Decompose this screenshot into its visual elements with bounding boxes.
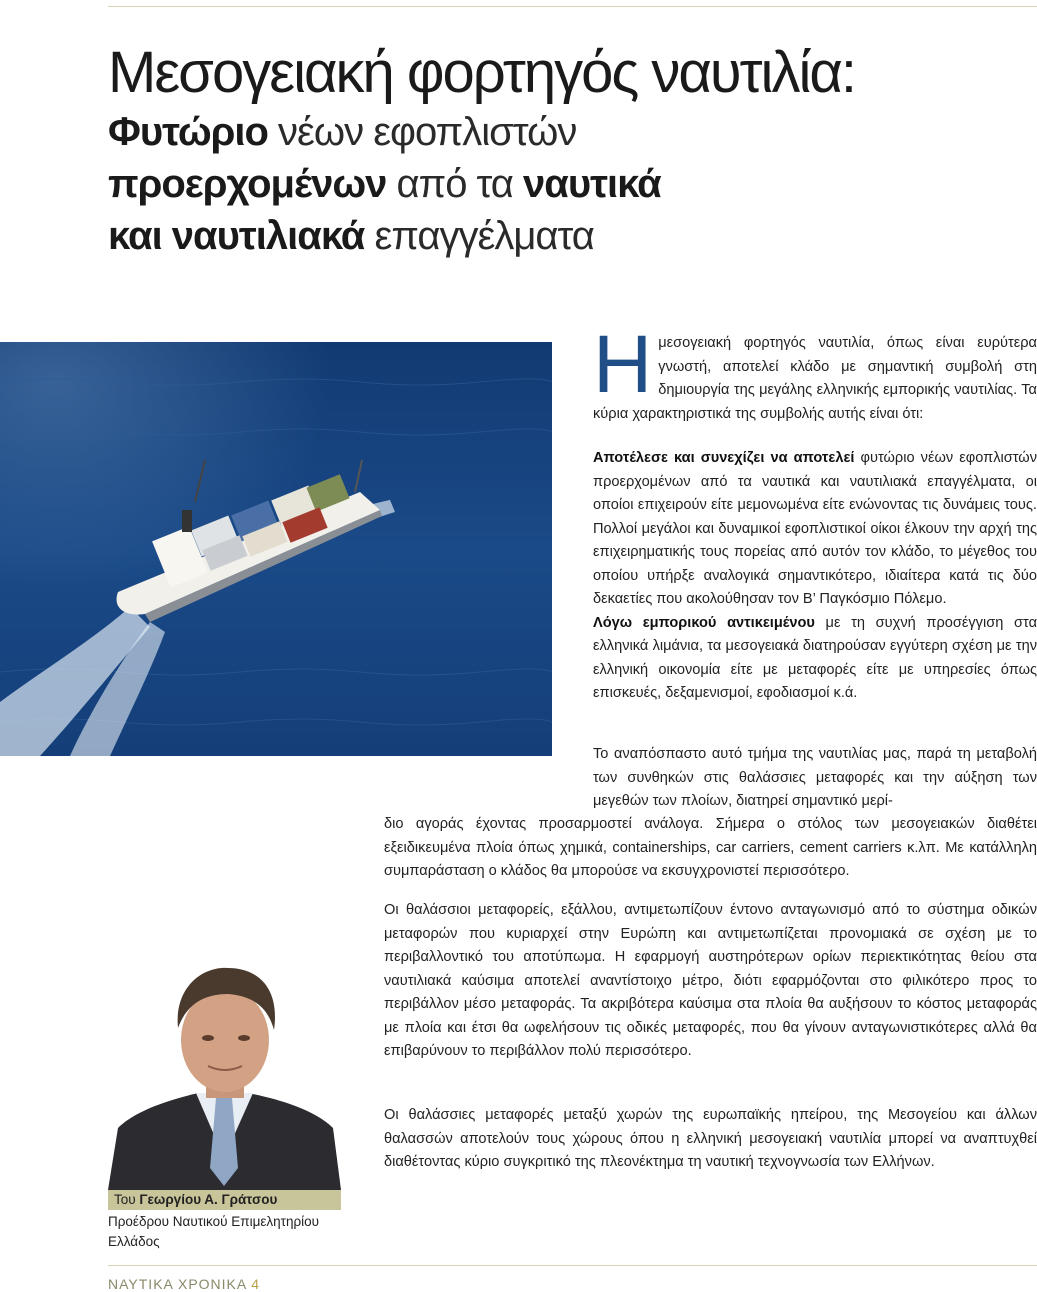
- title-light: από τα: [386, 162, 524, 206]
- section-3: [384, 899, 1037, 1064]
- paragraph: διο αγοράς έχοντας προσαρμοστεί ανάλογα. Σήμερα ο στόλος των μεσογειακών διαθέτει εξειδικευμένα πλοία όπως χημικά, containerships, car carriers, cement carriers κ.λπ. Με κατάλληλη συμπαράσταση ο κλάδος θα μπορούσε να εκσυγχρονιστεί περισσότερο.: [384, 816, 1037, 879]
- paragraph: Οι θαλάσσιοι μεταφορείς, εξάλλου, αντιμετωπίζουν έντονο ανταγωνισμό από το σύστημα οδικών μεταφορών που κυριαρχεί στην Ευρώπη και αντιμετωπίζεται προνομιακά σε σχέση με το περιβαλλοντικό του αποτύπωμα. Η εφαρμογή αυστηρότερων ορίων περιεκτικότητας θείου στα ναυτιλιακά καύσιμα αποτελεί αναντίστοιχο μέτρο, διότι εφαρμόζονται στο φιλικότερο προς το περιβάλλον μέσο μεταφοράς. Τα ακριβότερα καύσιμα στα πλοία θα αυξήσουν το κόστος μεταφοράς με πλοία και έτσι θα ωφελήσουν τις οδικές μεταφορές, που θα γίνουν ανταγωνιστικότερες αλλά θα επιβαρύνουν το περιβάλλον πολύ περισσότερο.: [384, 902, 1037, 1059]
- title-bold: Φυτώριο: [108, 110, 268, 154]
- intro-text: μεσογειακή φορτηγός ναυτιλία, όπως είναι ευρύτερα γνωστή, αποτελεί κλάδο με σημαντική συμβολή στη δημιουργία της μεγάλης ελληνικής εμπορικής ναυτιλίας. Τα κύρια χαρακτηριστικά της συμβολής αυτής είναι ότι:: [593, 335, 1037, 422]
- title-light: νέων εφοπλιστών: [267, 110, 577, 154]
- drop-cap: Η: [593, 319, 653, 410]
- body-text: φυτώριο νέων εφοπλιστών προερχομένων από τα ναυτικά και ναυτιλιακά επαγγέλματα, οι οποίοι επιχειρούν είτε μεμονωμένα είτε ενώνοντας τις δυνάμεις τους. Πολλοί μεγάλοι και δυναμικοί εφοπλιστικοί οίκοι έλκουν την αρχή της επιχειρηματικής τους πορείας από αυτόν τον κλάδο, το μέγεθος του οποίου υπήρξε αναλογικά σημαντικότερο, ιδιαίτερα κατά τις δύο δεκαετίες που ακολούθησαν τον Β’ Παγκόσμιο Πόλεμο.: [593, 450, 1037, 607]
- footer-rule: [108, 1265, 1037, 1266]
- author-portrait: [108, 958, 341, 1190]
- author-byline: [108, 1190, 341, 1210]
- top-rule: [108, 6, 1037, 7]
- magazine-name: ΝΑΥΤΙΚΑ ΧΡΟΝΙΚΑ: [108, 1276, 248, 1292]
- paragraph: Το αναπόσπαστο αυτό τμήμα της ναυτιλίας μας, παρά τη μεταβολή των συνθηκών στις θαλάσσιες μεταφορές και την αύξηση των μεγεθών των πλοίων, διατηρεί σημαντικό μερί-: [593, 746, 1037, 809]
- lead-text: Λόγω εμπορικού αντικειμένου: [593, 614, 815, 631]
- section-4: [384, 1104, 1037, 1175]
- author-name: Γεωργίου Α. Γράτσου: [139, 1192, 278, 1207]
- section-2b: [384, 813, 1037, 884]
- title-bold: προερχομένων: [108, 162, 387, 206]
- title-light: επαγγέλματα: [364, 214, 594, 258]
- title-line-1: Μεσογειακή φορτηγός ναυτιλία:: [108, 40, 855, 105]
- article-title: [108, 40, 1008, 262]
- section-1: [593, 447, 1037, 706]
- title-line-4: [108, 210, 1008, 262]
- intro-paragraph: [593, 319, 1037, 426]
- page-footer: [108, 1276, 260, 1292]
- byline-prefix: Του: [114, 1192, 140, 1207]
- paragraph: Οι θαλάσσιες μεταφορές μεταξύ χωρών της ευρωπαϊκής ηπείρου, της Μεσογείου και άλλων θαλασσών αποτελούν τους χώρους όπου η ελληνική μεσογειακή ναυτιλία μπορεί να αναπτυχθεί διαθέτοντας κύριο συγκριτικό της πλεονέκτημα τη ναυτική τεχνογνωσία των Ελλήνων.: [384, 1107, 1037, 1170]
- paragraph: [593, 447, 1037, 612]
- title-bold: ναυτικά: [523, 162, 661, 206]
- title-line-2: [108, 106, 1008, 158]
- ship-photo: [0, 342, 552, 756]
- lead-text: Αποτέλεσε και συνεχίζει να αποτελεί: [593, 450, 855, 466]
- body-text: με τη συχνή προσέγγιση στα ελληνικά λιμάνια, τα μεσογειακά διατηρούσαν εγγύτερη σχέση με την ελληνική οικονομία είτε με μεταφορές είτε με υπηρεσίες όπως επισκευές, δεξαμενισμοί, εφοδιασμοί κ.ά.: [593, 614, 1037, 701]
- paragraph: [593, 612, 1037, 706]
- page-number: 4: [251, 1276, 261, 1292]
- section-2a: [593, 743, 1037, 814]
- title-bold: και ναυτιλιακά: [108, 214, 365, 258]
- author-role: Προέδρου Ναυτικού Επιμελητηρίου Ελλάδος: [108, 1214, 320, 1249]
- title-line-3: [108, 158, 1008, 210]
